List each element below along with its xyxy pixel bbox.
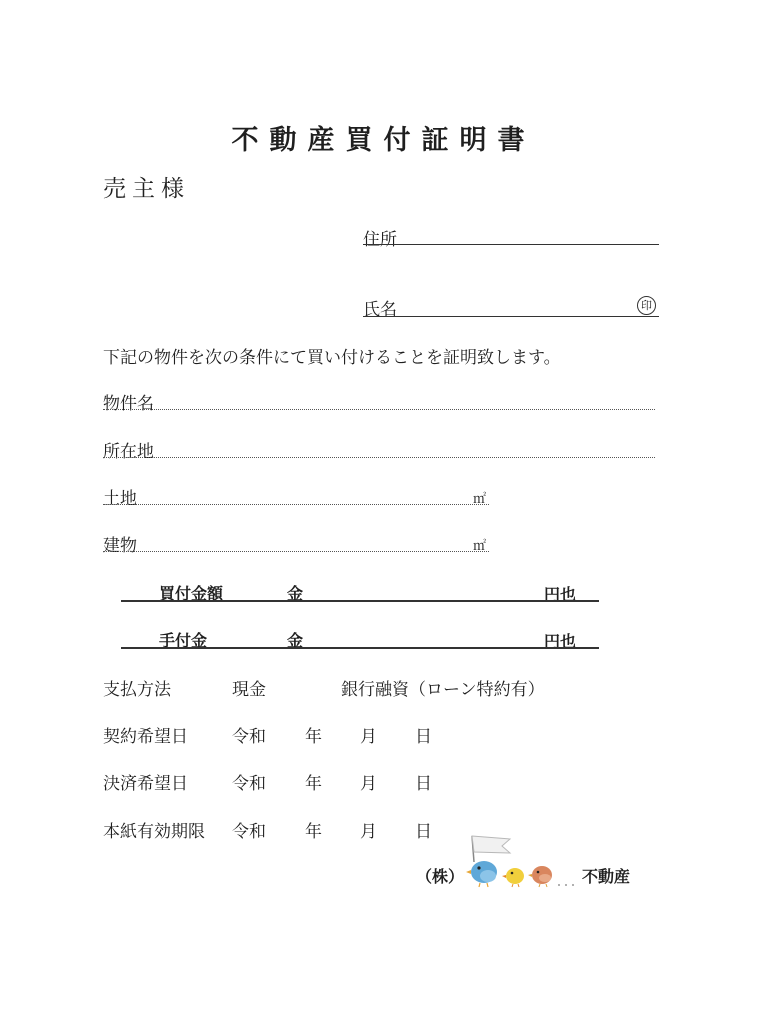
contract-date-day: 日 [415,727,432,747]
contract-date-era: 令和 [232,727,266,747]
purchase-amount-prefix: 金 [287,584,304,603]
company-prefix: （株） [416,867,465,886]
location-field[interactable] [103,457,655,458]
expiry-date-year: 年 [305,822,322,842]
settlement-date-year: 年 [305,774,322,794]
payment-label: 支払方法 [103,680,171,700]
payment-option-cash[interactable]: 現金 [232,680,266,700]
expiry-date-era: 令和 [232,822,266,842]
deposit-suffix: 円也 [544,632,577,651]
property-name-label: 物件名 [103,394,154,414]
addressee: 売主様 [103,176,190,202]
property-name-field[interactable] [103,409,655,410]
expiry-date-label: 本紙有効期限 [103,822,205,842]
settlement-date-day: 日 [415,774,432,794]
contract-date-year: 年 [305,727,322,747]
statement-text: 下記の物件を次の条件にて買い付けることを証明致します。 [103,348,561,368]
name-field[interactable] [363,316,659,317]
expiry-date-day: 日 [415,822,432,842]
deposit-field[interactable] [121,647,599,649]
expiry-date-month: 月 [360,822,377,842]
purchase-amount-field[interactable] [121,600,599,602]
payment-option-loan[interactable]: 銀行融資（ローン特約有） [341,680,545,700]
address-label: 住所 [363,230,397,250]
building-label: 建物 [103,536,137,556]
contract-date-month: 月 [360,727,377,747]
settlement-date-month: 月 [360,774,377,794]
address-field[interactable] [363,244,659,245]
location-label: 所在地 [103,442,154,462]
purchase-amount-label: 買付金額 [159,584,224,603]
bird-logo-icon [466,832,581,890]
settlement-date-label: 決済希望日 [103,774,188,794]
seal-mark: 印 [637,296,656,315]
building-unit: ㎡ [473,539,487,554]
contract-date-label: 契約希望日 [103,727,188,747]
company-suffix: 不動産 [582,867,631,886]
land-area-field[interactable] [103,504,489,505]
deposit-prefix: 金 [287,631,304,650]
document-title: 不動産買付証明書 [231,125,536,156]
land-unit: ㎡ [473,492,487,507]
building-area-field[interactable] [103,551,489,552]
deposit-label: 手付金 [159,631,208,650]
name-label: 氏名 [363,300,397,320]
settlement-date-era: 令和 [232,774,266,794]
land-label: 土地 [103,489,137,509]
purchase-amount-suffix: 円也 [544,585,577,604]
